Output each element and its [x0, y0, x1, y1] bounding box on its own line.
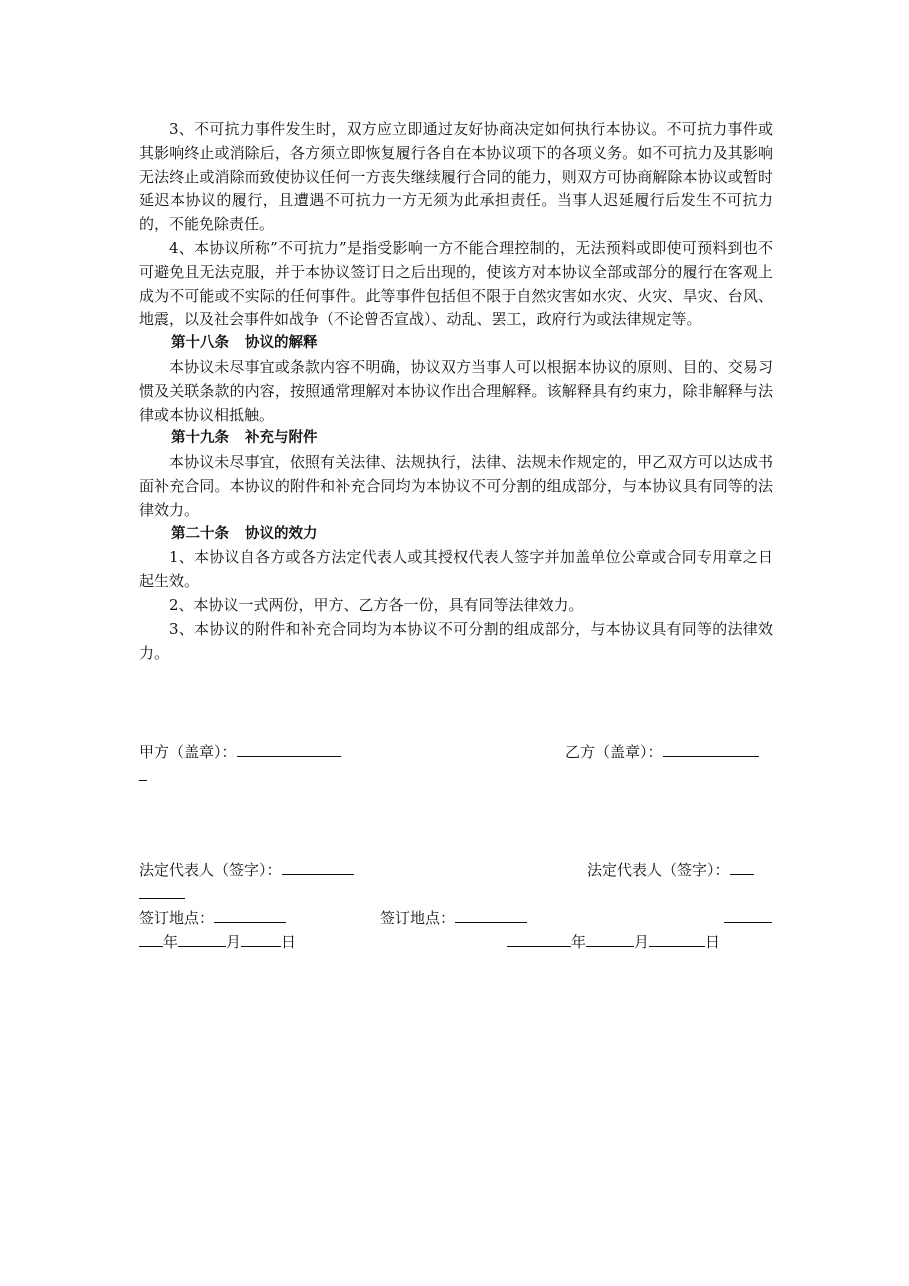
- clause-17-item-3: 3、不可抗力事件发生时，双方应立即通过友好协商决定如何执行本协议。不可抗力事件或其影响终止或消除后，各方须立即恢复履行各自在本协议项下的各项义务。如不可抗力及其影响无法终止或消除而致使协议任何一方丧失继续履行合同的能力，则双方可协商解除本协议或暂时延迟本协议的履行，且遭遇不可抗力一方无须为此承担责任。当事人迟延履行后发生不可抗力的，不能免除责任。: [139, 120, 773, 234]
- article-18-title: 协议的解释: [245, 335, 318, 352]
- contract-body: [139, 118, 773, 665]
- party-a-seal-label: 甲方（盖章）：: [139, 743, 237, 761]
- place-a-line: [139, 906, 286, 929]
- date-b-month-blank[interactable]: [586, 930, 634, 947]
- date-a-year-blank[interactable]: [139, 930, 163, 947]
- party-a-seal-blank[interactable]: [237, 740, 341, 757]
- rep-b-line: [587, 858, 754, 881]
- clause-17-item-4: 4、本协议所称”不可抗力”是指受影响一方不能合理控制的，无法预料或即使可预料到也不可避免且无法克服，并于本协议签订日之后出现的，使该方对本协议全部或部分的履行在客观上成为不可能或不实际的任何事件。此等事件包括但不限于自然灾害如水灾、火灾、旱灾、台风、地震，以及社会事件如战争（不论曾否宣战）、动乱、罢工，政府行为或法律规定等。: [139, 238, 773, 329]
- date-a-day-label: 日: [281, 933, 297, 951]
- place-a-label: 签订地点：: [139, 909, 215, 927]
- place-b-line: [380, 906, 527, 929]
- party-b-seal-line: [565, 740, 759, 763]
- article-18-text: 本协议未尽事宜或条款内容不明确，协议双方当事人可以根据本协议的原则、目的、交易习惯及关联条款的内容，按照通常理解对本协议作出合理解释。该解释具有约束力，除非解释与法律或本协议相抵触。: [139, 357, 773, 424]
- article-19-number: 第十九条: [171, 430, 229, 447]
- date-a-month-blank[interactable]: [178, 930, 226, 947]
- article-20-heading: [139, 523, 773, 547]
- article-19-heading: [139, 427, 773, 451]
- article-20-item-1: 1、本协议自各方或各方法定代表人或其授权代表人签字并加盖单位公章或合同专用章之日起生效。: [139, 548, 773, 591]
- rep-a-label: 法定代表人（签字）：: [139, 861, 282, 879]
- article-19-title: 补充与附件: [245, 430, 318, 447]
- party-b-seal-blank[interactable]: [663, 740, 759, 757]
- rep-b-label: 法定代表人（签字）：: [587, 861, 730, 879]
- place-a-blank[interactable]: [214, 906, 286, 923]
- article-20-item-2: 2、本协议一式两份，甲方、乙方各一份，具有同等法律效力。: [169, 595, 584, 614]
- rep-b-signature-blank[interactable]: [730, 858, 754, 875]
- article-18-number: 第十八条: [171, 335, 229, 352]
- article-20-number: 第二十条: [171, 525, 229, 542]
- date-b-day-blank[interactable]: [649, 930, 705, 947]
- date-a-line: [139, 930, 296, 953]
- date-b-day-label: 日: [705, 933, 721, 951]
- article-19-text: 本协议未尽事宜，依照有关法律、法规执行，法律、法规未作规定的，甲乙双方可以达成书面补充合同。本协议的附件和补充合同均为本协议不可分割的组成部分，与本协议具有同等的法律效力。: [139, 453, 773, 519]
- rep-b-blank-wrap: [139, 882, 185, 905]
- rep-a-signature-blank[interactable]: [282, 858, 354, 875]
- date-a-month-label: 月: [226, 933, 242, 951]
- date-a-year-label: 年: [163, 933, 179, 951]
- rep-b-signature-blank-continued[interactable]: [139, 882, 185, 899]
- place-b-label: 签订地点：: [380, 909, 456, 927]
- party-b-seal-blank-wrap: [139, 764, 147, 787]
- date-b-line: [507, 930, 720, 953]
- article-20-item-3: 3、本协议的附件和补充合同均为本协议不可分割的组成部分，与本协议具有同等的法律效力。: [139, 619, 773, 662]
- date-a-year-blank-start: [724, 906, 772, 929]
- date-b-month-label: 月: [634, 933, 650, 951]
- date-b-year-blank[interactable]: [507, 930, 571, 947]
- date-b-year-label: 年: [571, 933, 587, 951]
- date-a-day-blank[interactable]: [241, 930, 281, 947]
- rep-a-line: [139, 858, 354, 881]
- article-18-heading: [139, 332, 773, 356]
- article-20-title: 协议的效力: [245, 525, 318, 542]
- party-a-seal-line: [139, 740, 341, 763]
- place-b-blank[interactable]: [455, 906, 527, 923]
- party-b-seal-label: 乙方（盖章）：: [565, 743, 663, 761]
- party-b-seal-blank-continued[interactable]: [139, 764, 147, 781]
- date-a-year-blank-part1[interactable]: [724, 906, 772, 923]
